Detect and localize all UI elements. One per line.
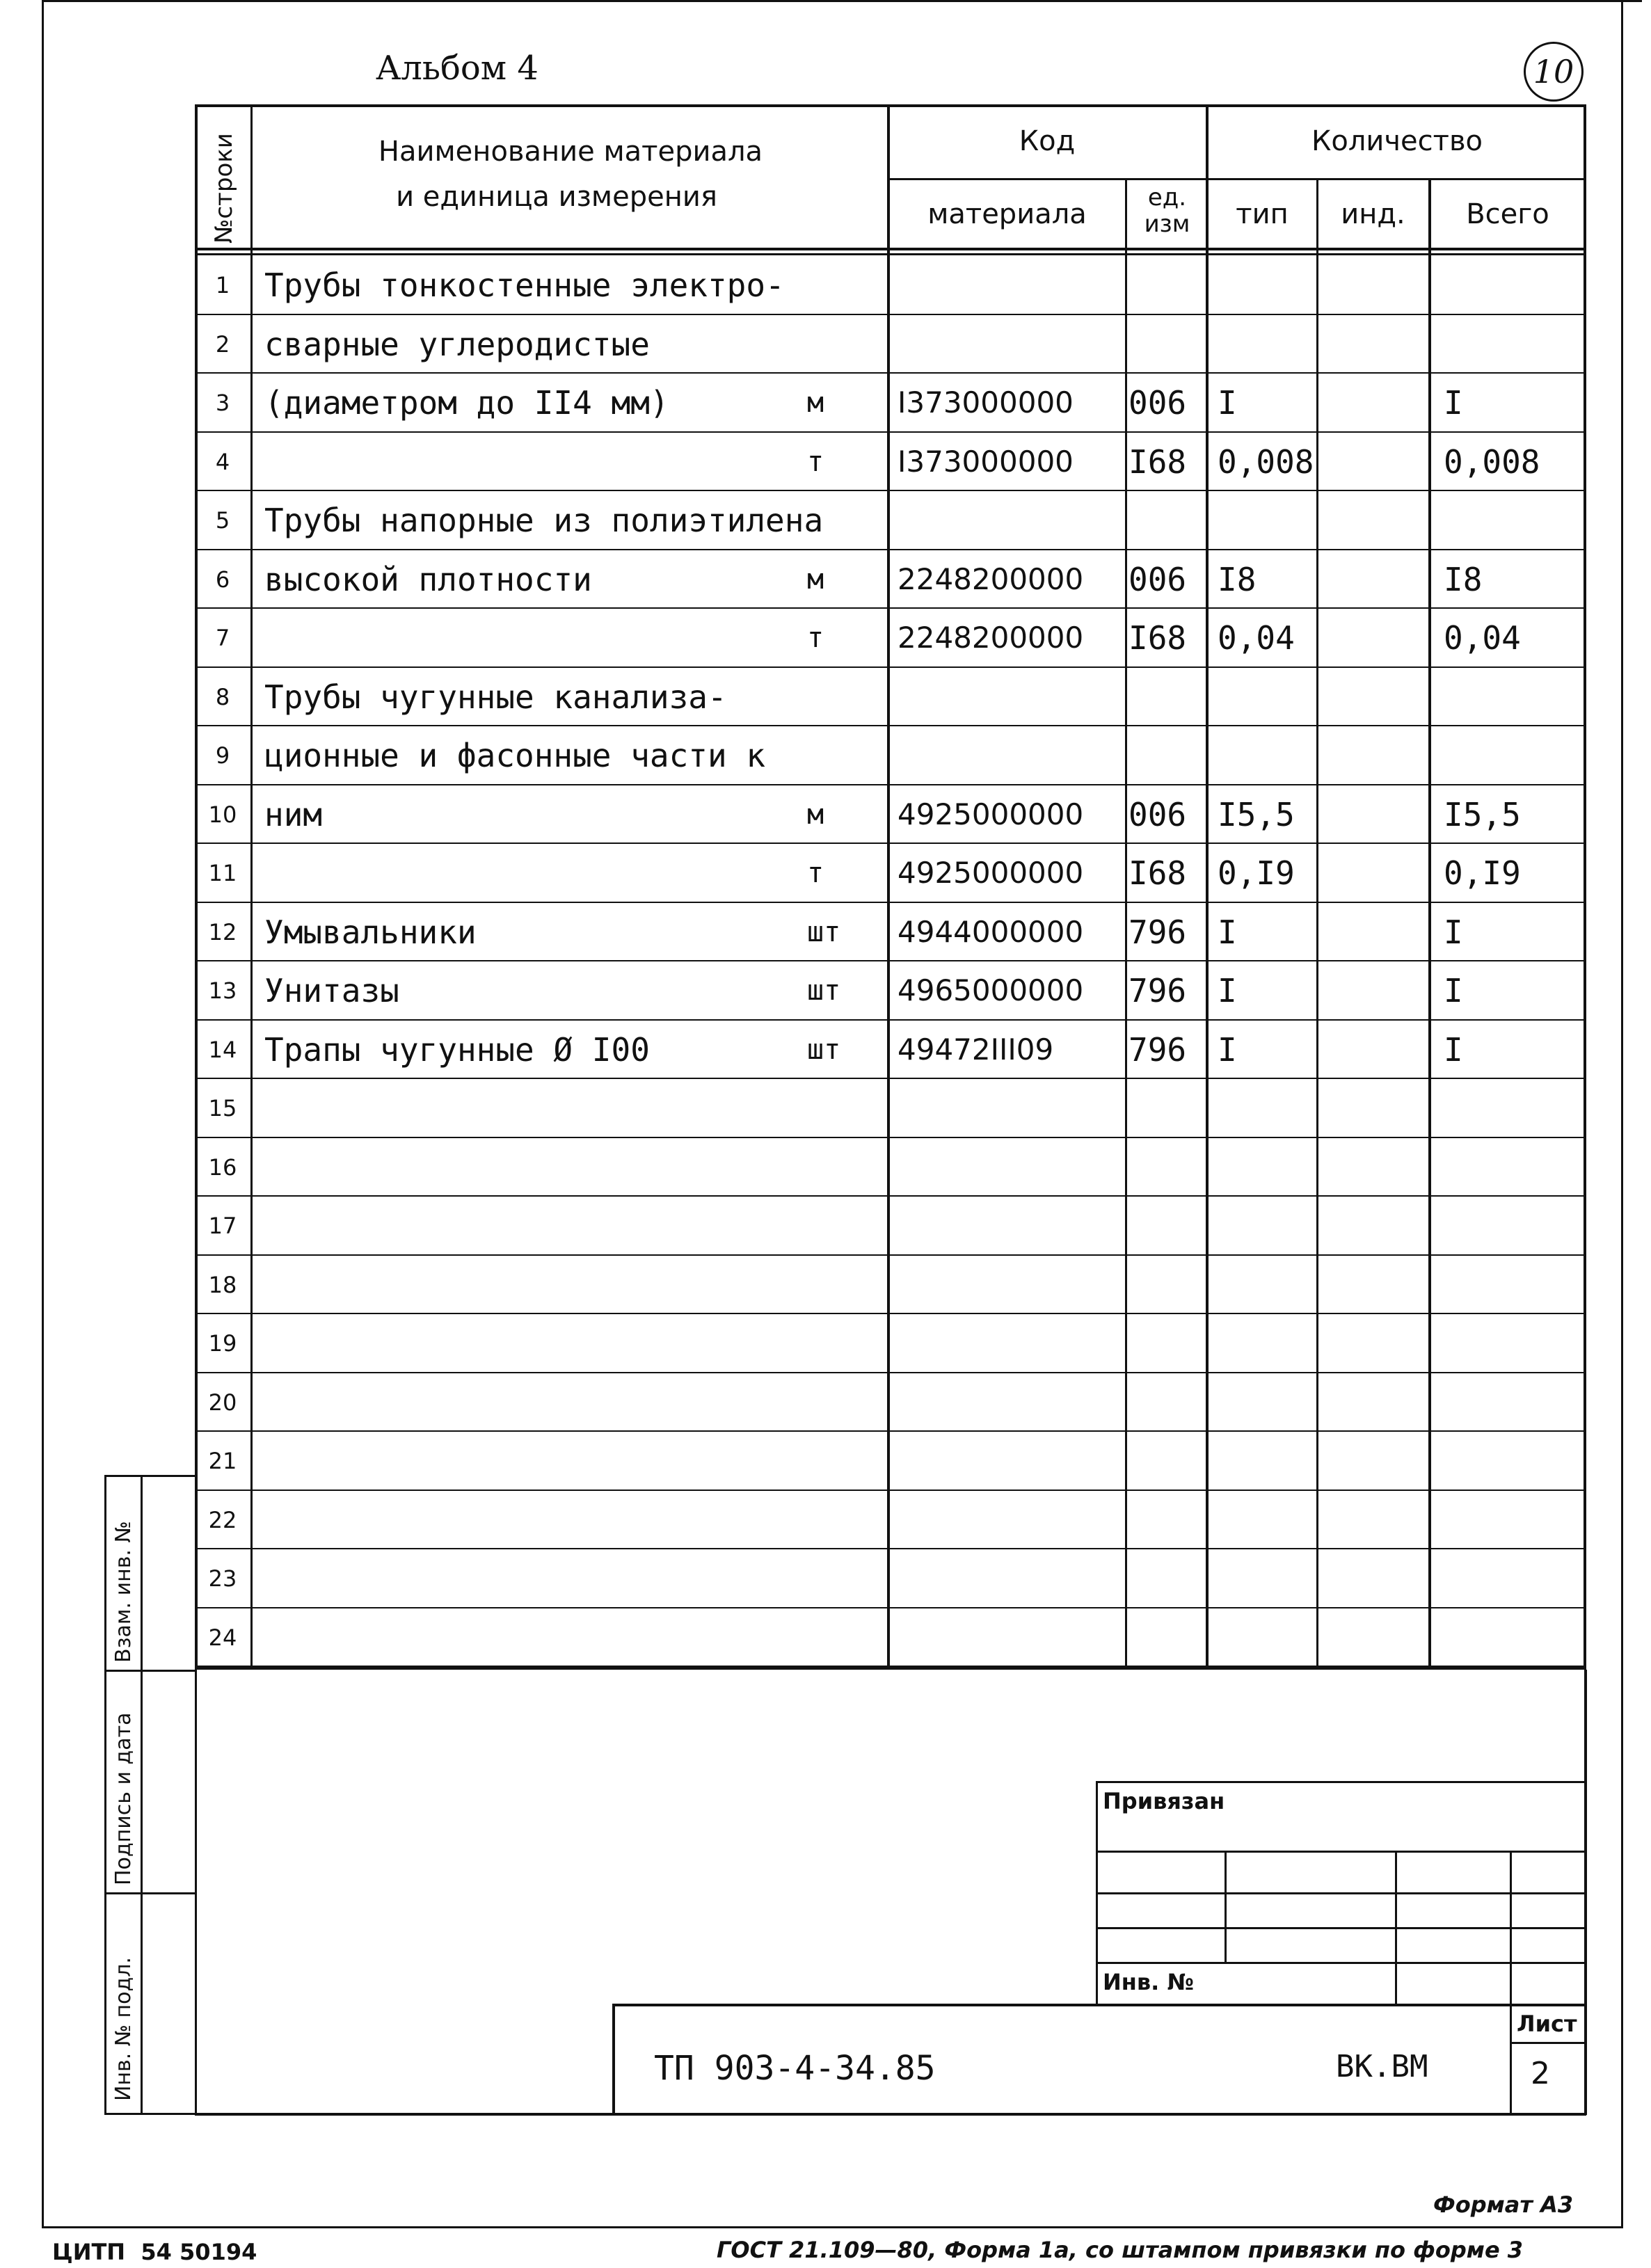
sheet-number: 2 <box>1531 2056 1550 2091</box>
unit: т <box>807 445 824 478</box>
unit-code: I68 <box>1128 442 1187 481</box>
table-row <box>195 1549 1586 1608</box>
material-code: 4944000000 <box>898 914 1084 949</box>
material-name: ционные и фасонные части к <box>264 737 766 774</box>
unit-code: 796 <box>1128 972 1187 1009</box>
unit-code: I68 <box>1128 854 1187 892</box>
row-number: 8 <box>215 683 230 710</box>
qty-total: 0,008 <box>1444 442 1540 481</box>
qty-total: I5,5 <box>1444 795 1521 833</box>
header-quantity: Количество <box>1311 125 1483 157</box>
qty-total: I <box>1444 384 1463 422</box>
qty-total: 0,I9 <box>1444 854 1521 892</box>
sheet-label: Лист <box>1517 2011 1577 2037</box>
side-label-inv-podl: Инв. № подл. <box>111 1957 136 2101</box>
table-row <box>195 1491 1586 1550</box>
row-number: 12 <box>208 918 237 945</box>
table-row <box>195 550 1586 609</box>
row-number: 1 <box>215 272 230 298</box>
material-name: Трубы тонкостенные электро- <box>264 266 785 304</box>
material-name: (диаметром до II4 мм) <box>264 384 669 422</box>
material-name: сварные углеродистые <box>264 325 650 363</box>
qty-type: I <box>1218 972 1237 1009</box>
unit: м <box>807 387 824 419</box>
material-code: I373000000 <box>898 444 1074 479</box>
table-row <box>195 433 1586 492</box>
section-code: ВК.ВМ <box>1336 2049 1428 2084</box>
table-row <box>195 903 1586 962</box>
frame-top <box>42 0 1642 2</box>
unit: т <box>807 622 824 654</box>
table-row <box>195 785 1586 845</box>
frame-right <box>1621 0 1623 2226</box>
table-row <box>195 726 1586 785</box>
row-number: 13 <box>208 977 237 1004</box>
table-row <box>195 315 1586 374</box>
unit: т <box>807 857 824 889</box>
row-number: 2 <box>215 330 230 358</box>
qty-total: I <box>1444 1030 1463 1069</box>
unit: шт <box>807 916 841 948</box>
unit: шт <box>807 975 841 1007</box>
unit-code: I68 <box>1128 619 1187 657</box>
table-row <box>195 961 1586 1021</box>
qty-type: I5,5 <box>1218 795 1295 833</box>
row-number: 4 <box>215 448 230 475</box>
material-code: 2248200000 <box>898 561 1084 596</box>
unit-code: 006 <box>1128 560 1187 598</box>
doc-code: ТП 903-4-34.85 <box>654 2049 936 2088</box>
qty-total: I8 <box>1444 560 1483 598</box>
table-row <box>195 256 1586 315</box>
unit-code: 006 <box>1128 795 1187 833</box>
material-code: I373000000 <box>898 385 1074 420</box>
table-row <box>195 668 1586 727</box>
table-row <box>195 1197 1586 1256</box>
row-number: 17 <box>208 1213 237 1239</box>
footer-format: Формат А3 <box>1433 2191 1574 2218</box>
header-name-line2: и единица измерения <box>396 181 717 213</box>
row-number: 10 <box>208 801 237 828</box>
material-name: Трубы напорные из полиэтилена <box>264 502 824 539</box>
row-number: 24 <box>208 1624 237 1651</box>
frame-bottom <box>42 2226 1623 2228</box>
row-number: 16 <box>208 1153 237 1181</box>
unit-code: 796 <box>1128 1030 1187 1069</box>
unit: м <box>807 563 824 596</box>
title-block <box>612 2004 1586 2115</box>
unit: шт <box>807 1033 841 1066</box>
table-row <box>195 1314 1586 1373</box>
row-number: 18 <box>208 1271 237 1298</box>
row-number: 20 <box>208 1389 237 1416</box>
inv-no-label: Инв. № <box>1103 1969 1194 1995</box>
table-row <box>195 844 1586 903</box>
material-name: высокой плотности <box>264 560 592 598</box>
table-row <box>195 1021 1586 1080</box>
row-number: 21 <box>208 1448 237 1474</box>
privyazan-label: Привязан <box>1103 1788 1225 1814</box>
qty-type: 0,04 <box>1218 619 1295 657</box>
qty-type: 0,008 <box>1218 442 1314 481</box>
material-code: 49472III09 <box>898 1032 1054 1067</box>
qty-total: I <box>1444 972 1463 1009</box>
header-code: Код <box>1019 125 1076 157</box>
page-number-circle: 10 <box>1524 42 1584 102</box>
table-row <box>195 1138 1586 1197</box>
side-label-vzam: Взам. инв. № <box>111 1521 136 1663</box>
row-number: 6 <box>215 566 230 593</box>
table-row <box>195 374 1586 433</box>
material-name: Трубы чугунные канализа- <box>264 678 727 716</box>
table-row <box>195 1373 1586 1432</box>
material-name: Умывальники <box>264 913 477 951</box>
frame-left <box>42 0 44 2226</box>
material-code: 4925000000 <box>898 856 1084 890</box>
qty-type: I <box>1218 1030 1237 1069</box>
row-number: 19 <box>208 1330 237 1357</box>
table-row <box>195 1256 1586 1315</box>
qty-total: 0,04 <box>1444 619 1521 657</box>
row-number: 23 <box>208 1565 237 1592</box>
qty-type: I <box>1218 384 1237 422</box>
qty-type: I <box>1218 913 1237 951</box>
unit: м <box>807 798 824 831</box>
row-number: 5 <box>215 507 230 534</box>
header-ind: инд. <box>1341 198 1405 230</box>
row-number: 7 <box>215 625 230 651</box>
header-material: материала <box>927 198 1087 230</box>
material-name: Трапы чугунные Ø I00 <box>264 1030 650 1069</box>
header-name-line1: Наименование материала <box>378 136 763 168</box>
unit-code: 796 <box>1128 913 1187 951</box>
row-number: 11 <box>208 860 237 886</box>
row-number: 14 <box>208 1036 237 1063</box>
unit-code: 006 <box>1128 384 1187 422</box>
table-row <box>195 1079 1586 1138</box>
qty-type: 0,I9 <box>1218 854 1295 892</box>
qty-total: I <box>1444 913 1463 951</box>
row-number: 3 <box>215 390 230 416</box>
table-row <box>195 491 1586 550</box>
materials-table <box>195 104 1586 1670</box>
header-row-no: №строки <box>210 133 238 243</box>
row-number: 9 <box>215 742 230 769</box>
header-unit-code: ед. изм <box>1144 184 1190 238</box>
side-label-podpis: Подпись и дата <box>111 1712 136 1885</box>
table-row <box>195 1432 1586 1491</box>
material-code: 2248200000 <box>898 621 1084 655</box>
album-title: Альбом 4 <box>376 49 539 88</box>
header-type: тип <box>1236 198 1289 230</box>
qty-type: I8 <box>1218 560 1257 598</box>
material-code: 4965000000 <box>898 973 1084 1007</box>
table-row <box>195 1608 1586 1668</box>
material-code: 4925000000 <box>898 797 1084 831</box>
side-stamp <box>104 1475 195 2115</box>
material-name: Унитазы <box>264 972 399 1009</box>
table-row <box>195 609 1586 668</box>
row-number: 15 <box>208 1095 237 1121</box>
footer-center: ГОСТ 21.109—80, Форма 1а, со штампом привязки по форме 3 <box>717 2237 1524 2263</box>
header-total: Всего <box>1466 198 1549 230</box>
row-number: 22 <box>208 1506 237 1533</box>
material-name: ним <box>264 795 323 833</box>
footer-left: ЦИТП 54 50194 <box>52 2239 257 2265</box>
